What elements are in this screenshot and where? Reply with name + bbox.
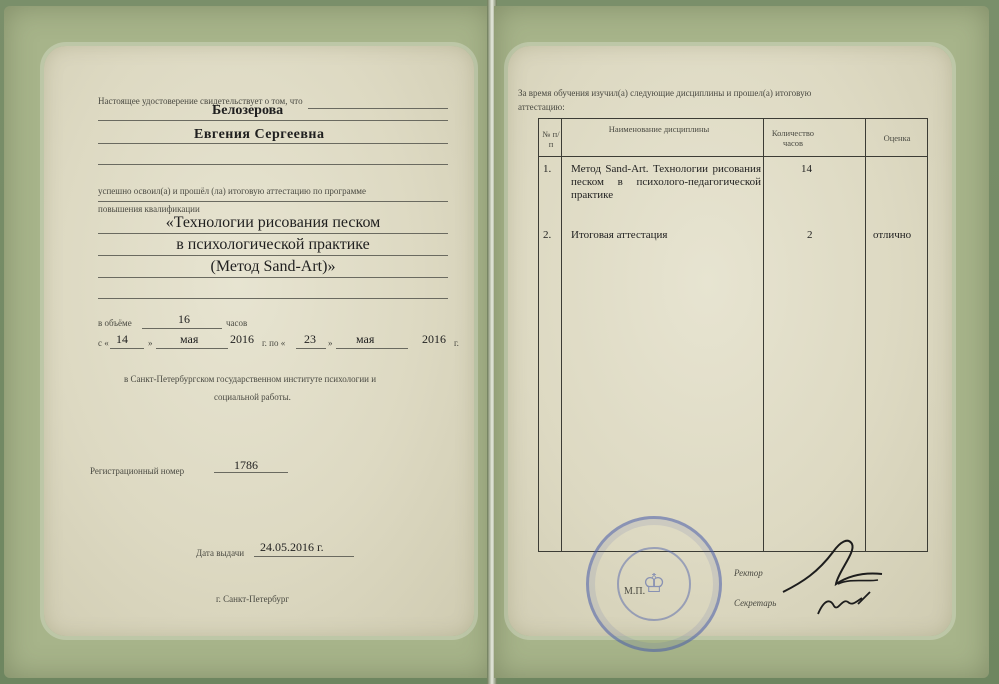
registration-number: 1786 xyxy=(234,458,258,472)
row-2-discipline: Итоговая аттестация xyxy=(571,229,668,241)
rule xyxy=(98,201,448,202)
surname: Белозерова xyxy=(212,103,284,118)
rule xyxy=(98,255,448,256)
disciplines-table xyxy=(538,118,928,552)
row-1-discipline: Метод Sand-Art. Технологии рисования песком в психолого-педагогической практике xyxy=(571,163,761,201)
rule xyxy=(98,120,448,121)
row-2-hours: 2 xyxy=(807,229,813,241)
table-col-border xyxy=(865,119,866,551)
table-col-border xyxy=(763,119,764,551)
coat-of-arms-icon: ♔ xyxy=(642,569,666,598)
hours-label: часов xyxy=(226,318,248,328)
rule xyxy=(98,277,448,278)
right-page xyxy=(494,6,989,678)
city: г. Санкт-Петербург xyxy=(216,594,290,604)
right-intro-line-2: аттестацию: xyxy=(518,102,565,112)
left-page-paper xyxy=(44,46,474,636)
rule xyxy=(336,348,408,349)
right-intro-line-1: За время обучения изучил(а) следующие дисциплины и прошел(а) итоговую xyxy=(518,88,812,98)
mastered-text: успешно освоил(а) и прошёл (ла) итоговую аттестацию по программе xyxy=(98,186,366,196)
day-close: » xyxy=(148,338,153,348)
day-close-2: » xyxy=(328,338,333,348)
qualification-text: повышения квалификации xyxy=(98,204,200,214)
rule xyxy=(98,164,448,165)
table-header-border xyxy=(539,156,927,157)
rule xyxy=(296,348,326,349)
rector-label: Ректор xyxy=(734,568,763,578)
registration-label: Регистрационный номер xyxy=(90,466,185,476)
rector-signature-icon xyxy=(778,532,888,622)
rule xyxy=(156,348,228,349)
from-prefix: с « xyxy=(98,338,109,348)
rule xyxy=(254,556,354,557)
row-1-num: 1. xyxy=(543,163,552,175)
table-col-border xyxy=(561,119,562,551)
header-discipline: Наименование дисциплины xyxy=(608,124,710,134)
institute-line-1: в Санкт-Петербургском государственном институте психологии и xyxy=(124,374,377,384)
end-month: мая xyxy=(356,332,375,346)
row-2-num: 2. xyxy=(543,229,552,241)
start-month: мая xyxy=(180,332,199,346)
issue-date-label: Дата выдачи xyxy=(196,548,245,558)
header-grade: Оценка xyxy=(883,133,911,143)
certify-intro: Настоящее удостоверение свидетельствует о том, что xyxy=(98,96,303,106)
rule xyxy=(308,108,448,109)
rule xyxy=(98,143,448,144)
rule xyxy=(110,348,144,349)
given-names: Евгения Сергеевна xyxy=(194,127,325,142)
hours-value: 16 xyxy=(178,312,190,326)
rule xyxy=(142,328,222,329)
year-suffix: г. xyxy=(454,338,459,348)
to-label: г. по « xyxy=(262,338,286,348)
row-1-hours: 14 xyxy=(801,163,812,175)
row-2-grade: отлично xyxy=(873,229,912,241)
institute-line-2: социальной работы. xyxy=(214,392,291,402)
program-title-line-2: в психологической практике xyxy=(176,236,370,253)
end-day: 23 xyxy=(304,332,316,346)
official-seal xyxy=(586,516,722,652)
issue-date: 24.05.2016 г. xyxy=(260,540,324,554)
rule xyxy=(98,233,448,234)
left-page xyxy=(4,6,492,678)
secretary-label: Секретарь xyxy=(734,598,777,608)
end-year: 2016 xyxy=(422,332,446,346)
program-title-line-1: «Технологии рисования песком xyxy=(165,214,381,231)
rule xyxy=(214,472,288,473)
header-hours: Количество часов xyxy=(771,128,815,148)
header-num: № п/п xyxy=(542,129,560,149)
seal-inner-ring xyxy=(617,547,691,621)
start-year: 2016 xyxy=(230,332,254,346)
stamp-label: М.П. xyxy=(624,586,646,597)
start-day: 14 xyxy=(116,332,128,346)
program-title-line-3: (Метод Sand-Art)» xyxy=(210,258,336,275)
volume-label: в объёме xyxy=(98,318,132,328)
right-page-paper xyxy=(508,46,952,636)
rule xyxy=(98,298,448,299)
